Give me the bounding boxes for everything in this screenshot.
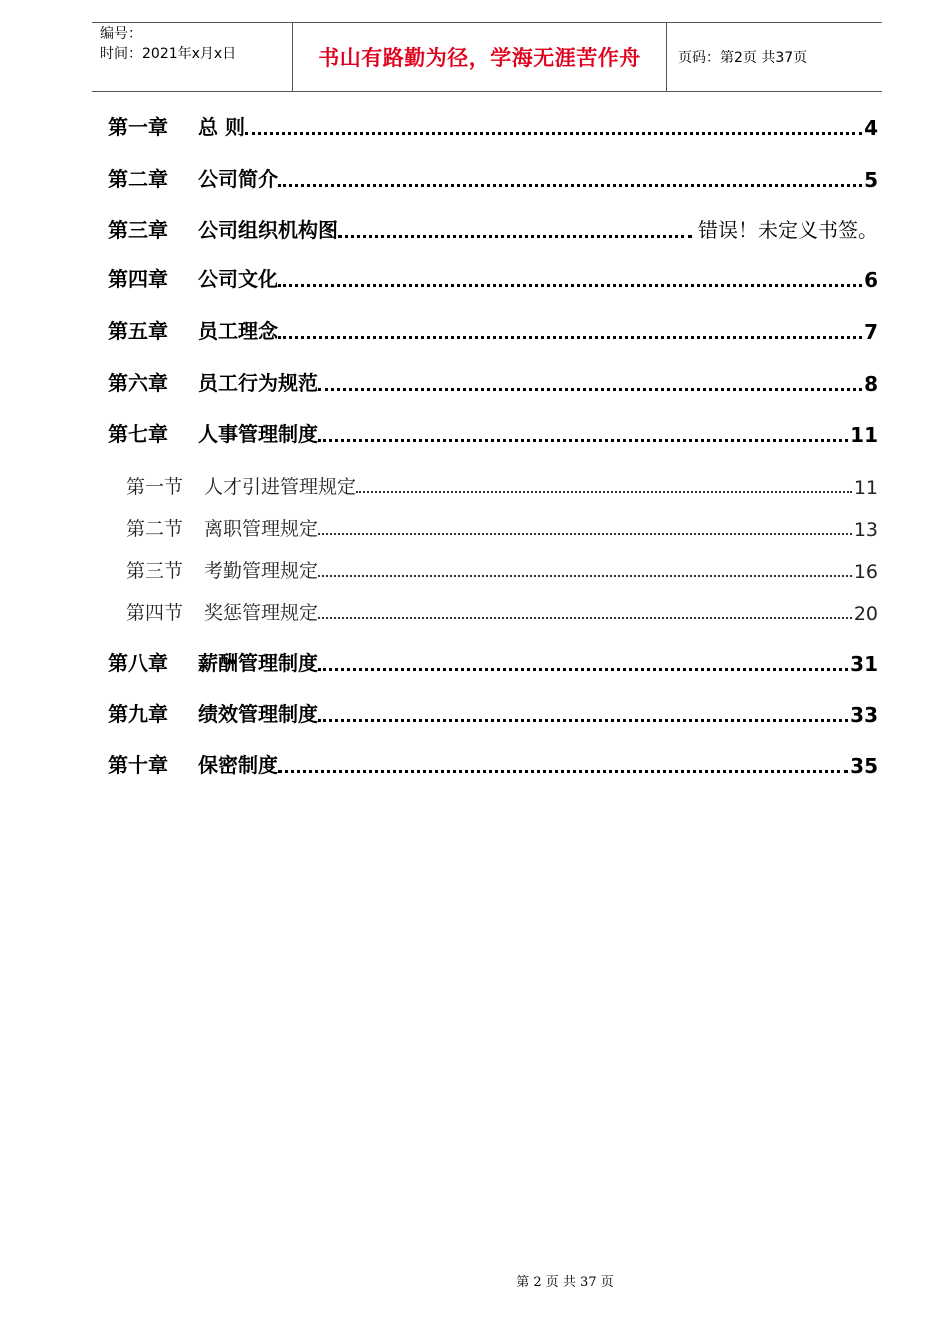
toc-entry[interactable] [126, 553, 878, 583]
toc-entry[interactable] [108, 748, 878, 778]
toc-entry-title: 人才引进管理规定 [204, 476, 357, 498]
toc-entry-label [108, 647, 318, 676]
toc-entry-label [108, 418, 318, 447]
toc-entry[interactable] [108, 417, 878, 447]
toc-entry[interactable] [126, 595, 878, 625]
toc-dot-leader [278, 183, 862, 187]
toc-dot-leader [245, 131, 862, 135]
toc-entry-number: 第二节 [126, 518, 184, 540]
toc-entry[interactable] [108, 110, 878, 140]
toc-entry-title: 离职管理规定 [204, 518, 319, 540]
toc-entry-title: 薪酬管理制度 [198, 651, 318, 675]
toc-entry-title: 员工理念 [198, 319, 278, 343]
toc-entry-number: 第三章 [108, 218, 168, 242]
toc-entry-number: 第三节 [126, 560, 184, 582]
toc-dot-leader [318, 387, 862, 391]
toc-entry-page: 8 [864, 372, 878, 396]
toc-entry-label [108, 111, 245, 140]
header-motto: 书山有路勤为径，学海无涯苦作舟 [318, 46, 641, 70]
toc-dot-leader [278, 769, 848, 773]
toc-dot-leader [278, 283, 862, 287]
toc-entry-number: 第七章 [108, 422, 168, 446]
toc-entry-number: 第四节 [126, 602, 184, 624]
toc-entry-label [108, 315, 278, 344]
toc-entry-title: 公司组织机构图 [198, 218, 338, 242]
toc-entry-label [126, 472, 356, 499]
page-footer: 第 2 页 共 37 页 [516, 1275, 614, 1290]
toc-dot-leader [318, 667, 848, 671]
toc-entry-page: 20 [853, 603, 878, 625]
header-page-info: 页码：第2页 共37页 [678, 50, 808, 66]
toc-dot-leader [318, 438, 848, 442]
document-date: 时间：2021年x月x日 [100, 46, 237, 62]
header-motto-cell [292, 23, 667, 91]
toc-entry[interactable] [108, 697, 878, 727]
toc-entry-label [108, 163, 278, 192]
toc-entry-page: 33 [850, 703, 878, 727]
toc-entry-label [108, 749, 278, 778]
toc-entry-label [108, 214, 338, 243]
toc-dot-leader [318, 616, 852, 619]
toc-entry-title: 员工行为规范 [198, 371, 318, 395]
toc-dot-leader [318, 574, 852, 577]
toc-entry-number: 第十章 [108, 753, 168, 777]
toc-entry[interactable] [108, 162, 878, 192]
toc-entry-number: 第九章 [108, 702, 168, 726]
toc-entry-label [108, 263, 278, 292]
toc-entry-page: 31 [850, 652, 878, 676]
toc-entry-title: 公司文化 [198, 267, 278, 291]
toc-entry-page: 4 [864, 116, 878, 140]
toc-entry-page: 错误！未定义书签。 [698, 218, 878, 242]
toc-dot-leader [318, 718, 848, 722]
toc-entry[interactable] [126, 469, 878, 499]
toc-dot-leader [318, 532, 852, 535]
toc-entry-title: 保密制度 [198, 753, 278, 777]
toc-dot-leader [356, 490, 852, 493]
toc-entry-title: 考勤管理规定 [204, 560, 319, 582]
toc-entry[interactable] [126, 511, 878, 541]
toc-entry-title: 公司简介 [198, 167, 278, 191]
toc-entry-page: 35 [850, 754, 878, 778]
toc-entry-page: 6 [864, 268, 878, 292]
toc-entry-number: 第四章 [108, 267, 168, 291]
header-meta-cell [92, 23, 292, 91]
toc-entry-title: 绩效管理制度 [198, 702, 318, 726]
toc-entry-number: 第二章 [108, 167, 168, 191]
toc-entry-number: 第六章 [108, 371, 168, 395]
toc-entry-label [126, 598, 318, 625]
toc-entry[interactable] [108, 314, 878, 344]
toc-entry-label [126, 514, 318, 541]
toc-dot-leader [278, 335, 862, 339]
toc-entry-title: 总 则 [198, 115, 245, 139]
toc-dot-leader [338, 234, 692, 238]
toc-entry-title: 人事管理制度 [198, 422, 318, 446]
toc-entry-label [126, 556, 318, 583]
toc-entry-page: 5 [864, 168, 878, 192]
toc-entry-title: 奖惩管理规定 [204, 602, 319, 624]
toc-entry-number: 第五章 [108, 319, 168, 343]
toc-entry-label [108, 698, 318, 727]
toc-entry[interactable] [108, 366, 878, 396]
header-page-cell [666, 23, 882, 91]
toc-entry-page: 13 [853, 519, 878, 541]
toc-entry-page: 11 [853, 477, 878, 499]
toc-entry-label [108, 367, 318, 396]
toc-entry-number: 第一节 [126, 476, 184, 498]
toc-entry-number: 第一章 [108, 115, 168, 139]
toc-entry[interactable] [108, 646, 878, 676]
document-number-label: 编号： [100, 26, 142, 42]
toc-entry-page: 7 [864, 320, 878, 344]
toc-entry[interactable] [108, 213, 878, 243]
document-header [92, 22, 882, 92]
toc-entry-page: 11 [850, 423, 878, 447]
toc-entry-page: 16 [853, 561, 878, 583]
toc-entry[interactable] [108, 262, 878, 292]
toc-entry-number: 第八章 [108, 651, 168, 675]
